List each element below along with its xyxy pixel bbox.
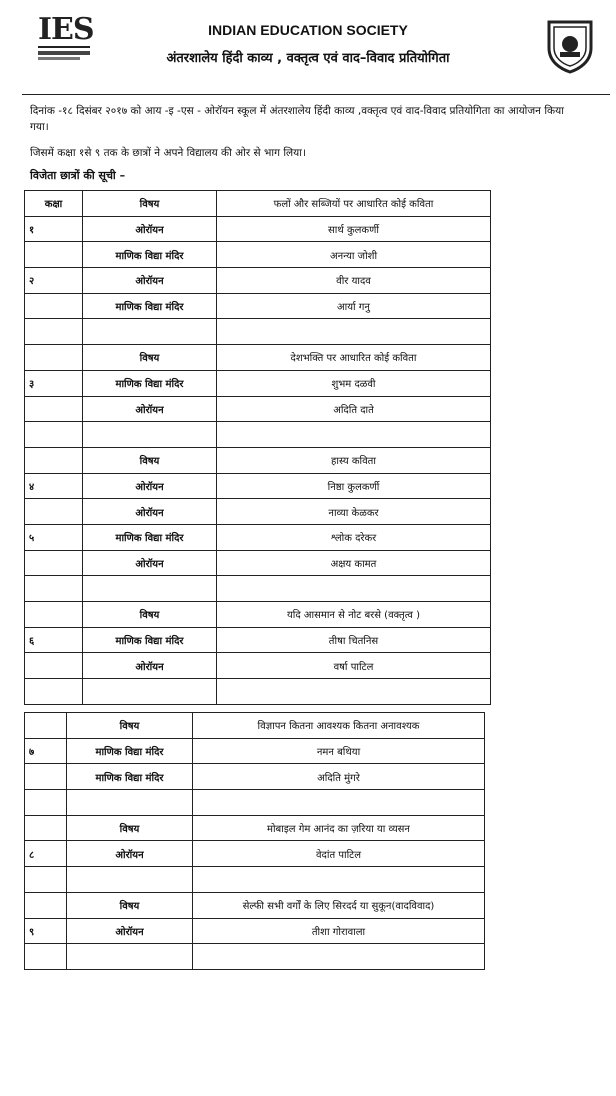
- class-cell: [25, 653, 83, 679]
- school-cell: माणिक विद्या मंदिर: [67, 764, 193, 790]
- winners-table-2: [24, 712, 485, 970]
- class-cell: ३: [25, 370, 83, 396]
- school-cell: ओरॉयन: [83, 473, 217, 499]
- table-row: [25, 499, 491, 525]
- school-cell: ओरॉयन: [83, 653, 217, 679]
- school-cell: विषय: [83, 345, 217, 371]
- name-cell: [193, 944, 485, 970]
- class-cell: [25, 764, 67, 790]
- name-cell: तीशा गोरावाला: [193, 918, 485, 944]
- name-cell: निष्ठा कुलकर्णी: [217, 473, 491, 499]
- class-cell: ७: [25, 738, 67, 764]
- class-cell: [25, 550, 83, 576]
- class-cell: ८: [25, 841, 67, 867]
- table-row: [25, 396, 491, 422]
- class-cell: [25, 944, 67, 970]
- name-cell: आर्या गनु: [217, 293, 491, 319]
- table-row: [25, 790, 485, 816]
- school-cell: ओरॉयन: [83, 550, 217, 576]
- class-cell: ९: [25, 918, 67, 944]
- name-cell: नाव्या केळकर: [217, 499, 491, 525]
- school-cell: विषय: [83, 191, 217, 217]
- table-row: [25, 550, 491, 576]
- class-cell: [25, 345, 83, 371]
- table-row: [25, 653, 491, 679]
- class-cell: [25, 576, 83, 602]
- school-cell: [67, 867, 193, 893]
- school-cell: विषय: [83, 602, 217, 628]
- table-row: [25, 918, 485, 944]
- school-cell: ओरॉयन: [83, 268, 217, 294]
- table-row: [25, 738, 485, 764]
- class-cell: [25, 422, 83, 448]
- school-cell: ओरॉयन: [83, 499, 217, 525]
- class-cell: [25, 602, 83, 628]
- class-cell: [25, 679, 83, 705]
- name-cell: अदिति दाते: [217, 396, 491, 422]
- name-cell: [193, 867, 485, 893]
- table-row: [25, 627, 491, 653]
- table-row: [25, 892, 485, 918]
- school-cell: ओरॉयन: [67, 918, 193, 944]
- school-cell: ओरॉयन: [83, 216, 217, 242]
- class-cell: [25, 790, 67, 816]
- name-cell: सेल्फी सभी वर्गों के लिए सिरदर्द या सुकून(वादविवाद): [193, 892, 485, 918]
- table-row: [25, 764, 485, 790]
- name-cell: तीषा चितनिस: [217, 627, 491, 653]
- table-row: [25, 191, 491, 217]
- school-cell: [83, 679, 217, 705]
- class-cell: [25, 499, 83, 525]
- name-cell: श्लोक दरेकर: [217, 524, 491, 550]
- name-cell: अनन्या जोशी: [217, 242, 491, 268]
- logo-text: IES: [38, 12, 94, 47]
- table-row: [25, 867, 485, 893]
- school-cell: विषय: [67, 892, 193, 918]
- table-row: [25, 602, 491, 628]
- name-cell: शुभम दळवी: [217, 370, 491, 396]
- name-cell: फलों और सब्जियों पर आधारित कोई कविता: [217, 191, 491, 217]
- org-name: INDIAN EDUCATION SOCIETY: [208, 22, 408, 38]
- school-cell: विषय: [67, 713, 193, 739]
- school-cell: विषय: [83, 447, 217, 473]
- name-cell: यदि आसमान से नोट बरसे (वक्तृत्व ): [217, 602, 491, 628]
- class-cell: ६: [25, 627, 83, 653]
- name-cell: वर्षा पाटिल: [217, 653, 491, 679]
- winners-heading: विजेता छात्रों की सूची –: [30, 169, 126, 182]
- class-cell: २: [25, 268, 83, 294]
- name-cell: [193, 790, 485, 816]
- school-cell: [83, 422, 217, 448]
- table-row: [25, 713, 485, 739]
- name-cell: वीर यादव: [217, 268, 491, 294]
- table-row: [25, 576, 491, 602]
- school-cell: [67, 790, 193, 816]
- table-row: [25, 268, 491, 294]
- school-cell: [83, 319, 217, 345]
- class-cell: कक्षा: [25, 191, 83, 217]
- class-cell: [25, 293, 83, 319]
- table-row: [25, 216, 491, 242]
- header-divider: [22, 94, 610, 95]
- event-title: अंतरशालेय हिंदी काव्य , वक्तृत्व एवं वाद–विवाद प्रतियोगिता: [166, 51, 450, 66]
- name-cell: [217, 319, 491, 345]
- name-cell: विज्ञापन कितना आवश्यक कितना अनावश्यक: [193, 713, 485, 739]
- class-cell: [25, 892, 67, 918]
- class-cell: १: [25, 216, 83, 242]
- school-cell: [67, 944, 193, 970]
- name-cell: नमन बथिया: [193, 738, 485, 764]
- class-cell: [25, 242, 83, 268]
- intro-paragraph: दिनांक -१८ दिसंबर २०१७ को आय -इ -एस - ओरॉयन स्कूल में अंतरशालेय हिंदी काव्य ,वक्तृत्व एवं वाद-विवाद प्रतियोगिता का आयोजन किया गया।: [30, 105, 564, 133]
- table-row: [25, 524, 491, 550]
- class-cell: [25, 447, 83, 473]
- table-row: [25, 242, 491, 268]
- name-cell: देशभक्ति पर आधारित कोई कविता: [217, 345, 491, 371]
- table-row: [25, 293, 491, 319]
- name-cell: मोबाइल गेम आनंद का ज़रिया या व्यसन: [193, 815, 485, 841]
- name-cell: [217, 422, 491, 448]
- school-cell: विषय: [67, 815, 193, 841]
- class-cell: ४: [25, 473, 83, 499]
- school-cell: ओरॉयन: [83, 396, 217, 422]
- name-cell: अक्षय कामत: [217, 550, 491, 576]
- class-cell: [25, 319, 83, 345]
- participants-note: जिसमें कक्षा १से ९ तक के छात्रों ने अपने विद्यालय की ओर से भाग लिया।: [30, 147, 306, 159]
- name-cell: हास्य कविता: [217, 447, 491, 473]
- name-cell: अदिति मुंगरे: [193, 764, 485, 790]
- table-row: [25, 422, 491, 448]
- class-cell: [25, 867, 67, 893]
- table-row: [25, 345, 491, 371]
- school-cell: माणिक विद्या मंदिर: [83, 293, 217, 319]
- table-row: [25, 447, 491, 473]
- winners-table-1: [24, 190, 491, 705]
- school-cell: माणिक विद्या मंदिर: [83, 524, 217, 550]
- class-cell: [25, 396, 83, 422]
- table-row: [25, 473, 491, 499]
- table-row: [25, 319, 491, 345]
- name-cell: [217, 576, 491, 602]
- table-row: [25, 815, 485, 841]
- table-row: [25, 944, 485, 970]
- name-cell: वेदांत पाटिल: [193, 841, 485, 867]
- school-cell: माणिक विद्या मंदिर: [83, 242, 217, 268]
- school-cell: माणिक विद्या मंदिर: [83, 627, 217, 653]
- name-cell: सार्थ कुलकर्णी: [217, 216, 491, 242]
- class-cell: ५: [25, 524, 83, 550]
- school-cell: ओरॉयन: [67, 841, 193, 867]
- name-cell: [217, 679, 491, 705]
- school-cell: [83, 576, 217, 602]
- school-cell: माणिक विद्या मंदिर: [83, 370, 217, 396]
- table-row: [25, 679, 491, 705]
- class-cell: [25, 713, 67, 739]
- table-row: [25, 841, 485, 867]
- class-cell: [25, 815, 67, 841]
- school-cell: माणिक विद्या मंदिर: [67, 738, 193, 764]
- table-row: [25, 370, 491, 396]
